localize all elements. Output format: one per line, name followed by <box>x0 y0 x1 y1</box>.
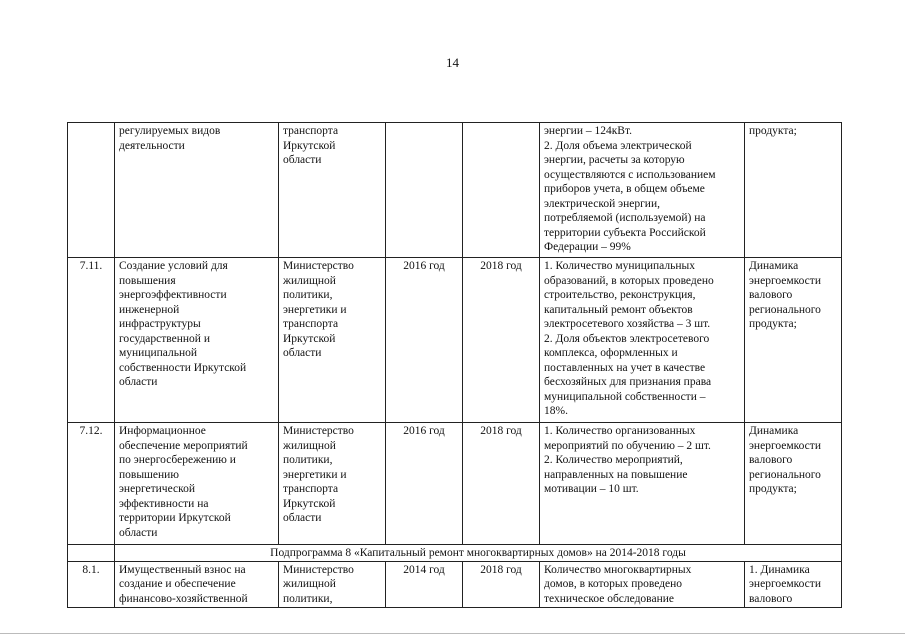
table-row <box>68 561 842 607</box>
expected-result: Количество многоквартирных домов, в которых проведено техническое обследование <box>540 561 745 607</box>
row-number: 7.11. <box>68 258 115 423</box>
subprogram-title: Подпрограмма 8 «Капитальный ремонт многоквартирных домов» на 2014-2018 годы <box>115 545 842 562</box>
table-row <box>68 258 842 423</box>
indicator: продукта; <box>745 123 842 258</box>
table-row <box>68 423 842 545</box>
table-row <box>68 123 842 258</box>
measures-table <box>67 122 842 608</box>
start-year: 2016 год <box>386 258 463 423</box>
row-number: 8.1. <box>68 561 115 607</box>
row-number <box>68 545 115 562</box>
end-year <box>463 123 540 258</box>
indicator: Динамика энергоемкости валового регионального продукта; <box>745 258 842 423</box>
page-number: 14 <box>446 55 459 70</box>
measure-name: Имущественный взнос на создание и обеспечение финансово-хозяйственной <box>115 561 279 607</box>
end-year: 2018 год <box>463 258 540 423</box>
end-year: 2018 год <box>463 423 540 545</box>
start-year: 2014 год <box>386 561 463 607</box>
measure-name: Создание условий для повышения энергоэффективности инженерной инфраструктуры государственной и муниципальной собственности Иркутской области <box>115 258 279 423</box>
row-number: 7.12. <box>68 423 115 545</box>
start-year <box>386 123 463 258</box>
expected-result: энергии – 124кВт. 2. Доля объема электрической энергии, расчеты за которую осуществляются с использованием приборов учета, в общем объеме электрической энергии, потребляемой (используемой) на территории субъекта Российской Федерации – 99% <box>540 123 745 258</box>
start-year: 2016 год <box>386 423 463 545</box>
measure-name: Информационное обеспечение мероприятий по энергосбережению и повышению энергетической эффективности на территории Иркутской области <box>115 423 279 545</box>
row-number <box>68 123 115 258</box>
expected-result: 1. Количество муниципальных образований, в которых проведено строительство, реконструкция, капитальный ремонт объектов электросетевого хозяйства – 3 шт. 2. Доля объектов электросетевого комплекса, оформленных и поставленных на учет в качестве бесхозяйных для признания права муниципальной собственности – 18%. <box>540 258 745 423</box>
executor: Министерство жилищной политики, энергетики и транспорта Иркутской области <box>279 258 386 423</box>
indicator: Динамика энергоемкости валового регионального продукта; <box>745 423 842 545</box>
scan-edge <box>0 633 905 634</box>
subprogram-row <box>68 545 842 562</box>
indicator: 1. Динамика энергоемкости валового <box>745 561 842 607</box>
executor: Министерство жилищной политики, энергетики и транспорта Иркутской области <box>279 423 386 545</box>
measure-name: регулируемых видов деятельности <box>115 123 279 258</box>
executor: транспорта Иркутской области <box>279 123 386 258</box>
executor: Министерство жилищной политики, <box>279 561 386 607</box>
end-year: 2018 год <box>463 561 540 607</box>
expected-result: 1. Количество организованных мероприятий по обучению – 2 шт. 2. Количество мероприятий, направленных на повышение мотивации – 10 шт. <box>540 423 745 545</box>
